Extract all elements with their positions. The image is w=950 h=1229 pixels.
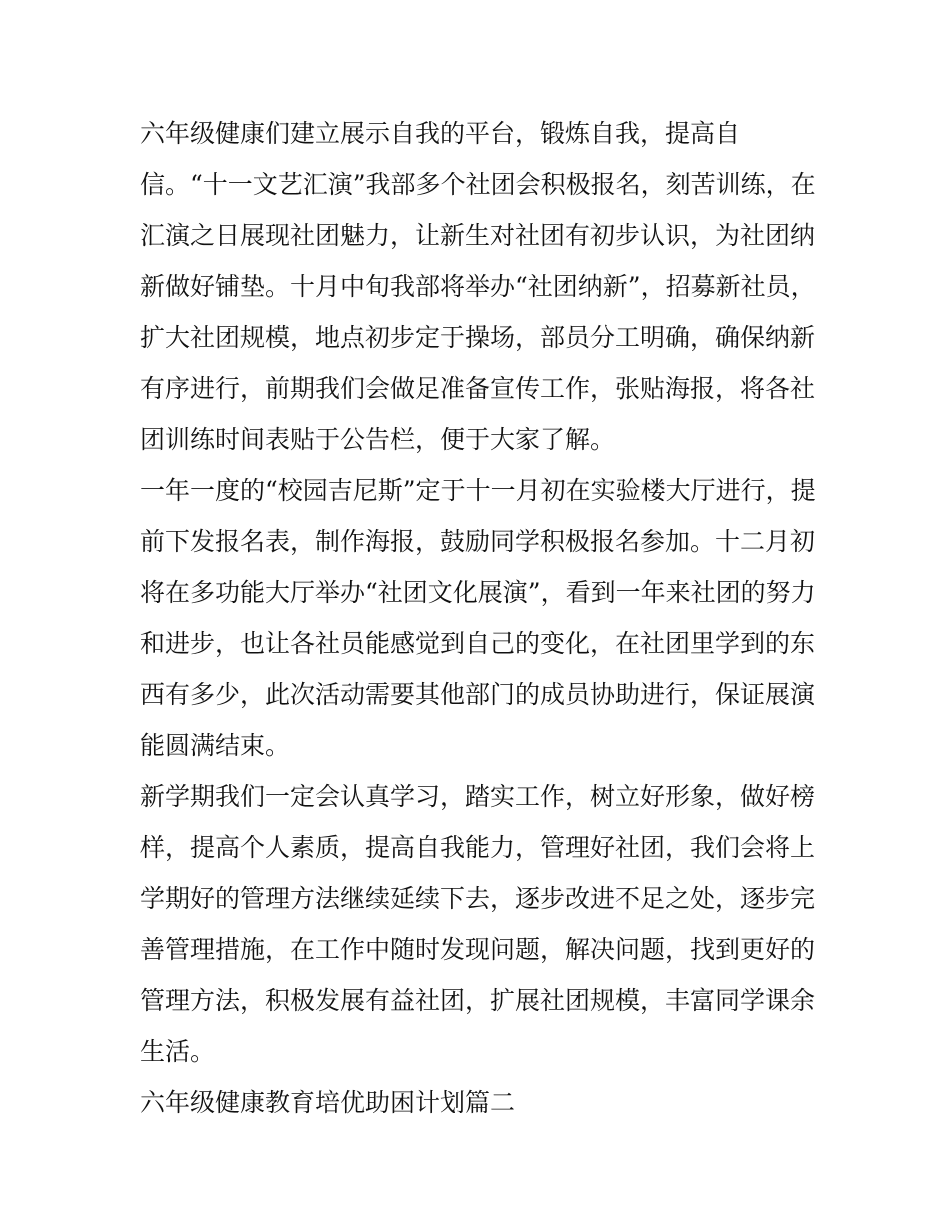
text-line: 和进步，也让各社员能感觉到自己的变化，在社团里学到的东 [140, 629, 816, 658]
text-line: 生活。 [140, 1037, 216, 1066]
text-line: 汇演之日展现社团魅力，让新生对社团有初步认识，为社团纳 [140, 221, 816, 250]
text-line: 有序进行，前期我们会做足准备宣传工作，张贴海报，将各社 [140, 374, 816, 403]
text-line: 新做好铺垫。十月中旬我部将举办“社团纳新”，招募新社员， [140, 272, 816, 301]
text-line: 一年一度的“校园吉尼斯”定于十一月初在实验楼大厅进行，提 [140, 476, 816, 505]
text-line: 西有多少，此次活动需要其他部门的成员协助进行，保证展演 [140, 680, 816, 709]
text-line: 学期好的管理方法继续延续下去，逐步改进不足之处，逐步完 [140, 884, 816, 913]
section-heading: 六年级健康教育培优助困计划篇二 [140, 1088, 516, 1117]
text-line: 管理方法，积极发展有益社团，扩展社团规模，丰富同学课余 [140, 986, 816, 1015]
text-line: 善管理措施，在工作中随时发现问题，解决问题，找到更好的 [140, 935, 816, 964]
text-line: 样，提高个人素质，提高自我能力，管理好社团，我们会将上 [140, 833, 816, 862]
text-line: 信。“十一文艺汇演”我部多个社团会积极报名，刻苦训练，在 [140, 170, 816, 199]
text-line: 六年级健康们建立展示自我的平台，锻炼自我，提高自 [140, 119, 741, 148]
text-line: 团训练时间表贴于公告栏，便于大家了解。 [140, 425, 616, 454]
text-line: 前下发报名表，制作海报，鼓励同学积极报名参加。十二月初 [140, 527, 816, 556]
text-line: 扩大社团规模，地点初步定于操场，部员分工明确，确保纳新 [140, 323, 816, 352]
text-line: 新学期我们一定会认真学习，踏实工作，树立好形象，做好榜 [140, 782, 816, 811]
text-line: 将在多功能大厅举办“社团文化展演”，看到一年来社团的努力 [140, 578, 816, 607]
document-body [140, 108, 816, 1128]
text-line: 能圆满结束。 [140, 731, 291, 760]
